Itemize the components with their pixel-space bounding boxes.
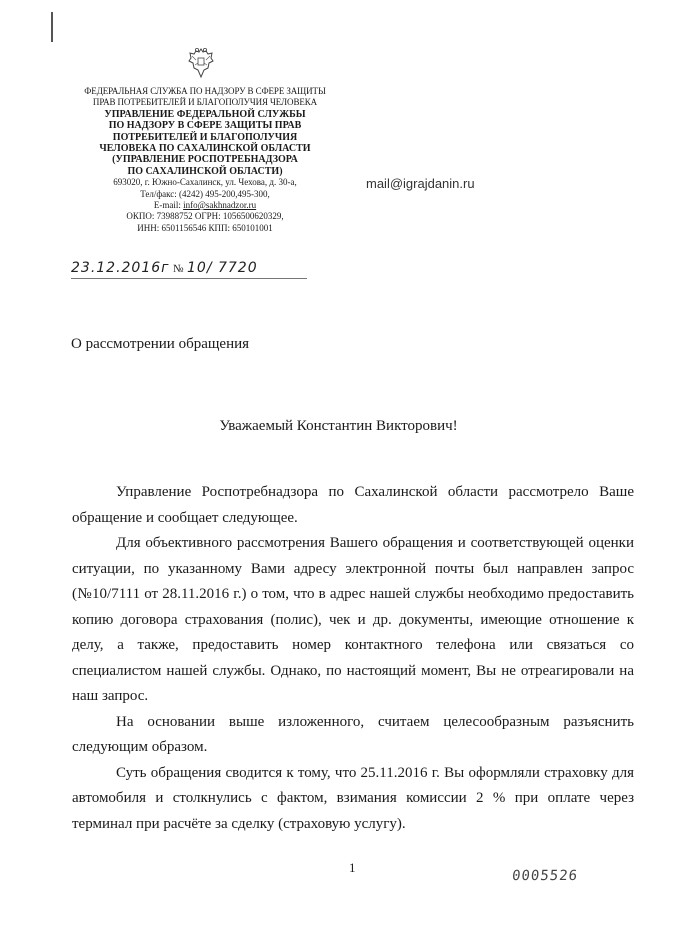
outgoing-number: 10/ 7720 [187,260,258,276]
stamp-number: 0005526 [511,868,579,884]
agency-name-line: ПРАВ ПОТРЕБИТЕЛЕЙ И БЛАГОПОЛУЧИЯ ЧЕЛОВЕКА [92,97,318,108]
letter-subject: О рассмотрении обращения [71,336,250,352]
inn-kpp: ИНН: 6501156546 КПП: 650101001 [137,222,273,233]
greeting: Уважаемый Константин Викторович! [219,418,458,434]
department-name-line: ЧЕЛОВЕКА ПО САХАЛИНСКОЙ ОБЛАСТИ [99,143,311,155]
body-paragraph: Управление Роспотребнадзора по Сахалинской области рассмотрело Ваше обращение и сообщает следующее. [72,484,634,526]
email-link[interactable]: info@sakhnadzor.ru [183,200,257,211]
email-label: E-mail: [153,200,184,211]
outgoing-date: 23.12.2016г [71,260,170,276]
department-name-line: ПО САХАЛИНСКОЙ ОБЛАСТИ) [127,165,283,177]
outgoing-date-number [71,260,307,279]
email-line [70,200,340,211]
number-label: № [173,263,184,275]
department-name-line: (УПРАВЛЕНИЕ РОСПОТРЕБНАДЗОРА [112,154,298,166]
department-name-line: ПОТРЕБИТЕЛЕЙ И БЛАГОПОЛУЧИЯ [112,131,298,143]
letterhead [70,86,340,234]
letter-body [72,480,634,837]
department-name-line: ПО НАДЗОРУ В СФЕРЕ ЗАЩИТЫ ПРАВ [108,120,302,132]
phone: Тел/факс: (4242) 495-200,495-300, [140,188,270,199]
coat-of-arms-icon [186,46,216,80]
recipient-email: mail@igrajdanin.ru [366,176,475,191]
address: 693020, г. Южно-Сахалинск, ул. Чехова, д. 30-а, [113,177,297,188]
okpo-ogrn: ОКПО: 73988752 ОГРН: 1056500620329, [126,211,284,222]
agency-name-line: ФЕДЕРАЛЬНАЯ СЛУЖБА ПО НАДЗОРУ В СФЕРЕ ЗАЩИТЫ [84,86,326,96]
page-number: 1 [349,860,356,875]
body-paragraph: На основании выше изложенного, считаем целесообразным разъяснить следующим образом. [72,713,634,755]
body-paragraph: Суть обращения сводится к тому, что 25.11.2016 г. Вы оформляли страховку для автомобиля и столкнулись с фактом, взимания комиссии 2 % при оплате через терминал при расчёте за сделку (страховую услугу). [72,764,634,832]
scan-edge-mark [51,12,53,42]
body-paragraph: Для объективного рассмотрения Вашего обращения и соответствующей оценки ситуации, по указанному Вами адресу электронной почты был направлен запрос (№10/7111 от 28.11.2016 г.) о том, что в адрес нашей службы необходимо предоставить копию договора страхования (полис), чек и др. документы, имеющие отношение к делу, а также, предоставить номер контактного телефона или связаться со специалистом нашей службы. Однако, по настоящий момент, Вы не отреагировали на наш запрос. [72,535,634,704]
department-name-line: УПРАВЛЕНИЕ ФЕДЕРАЛЬНОЙ СЛУЖБЫ [104,108,306,120]
